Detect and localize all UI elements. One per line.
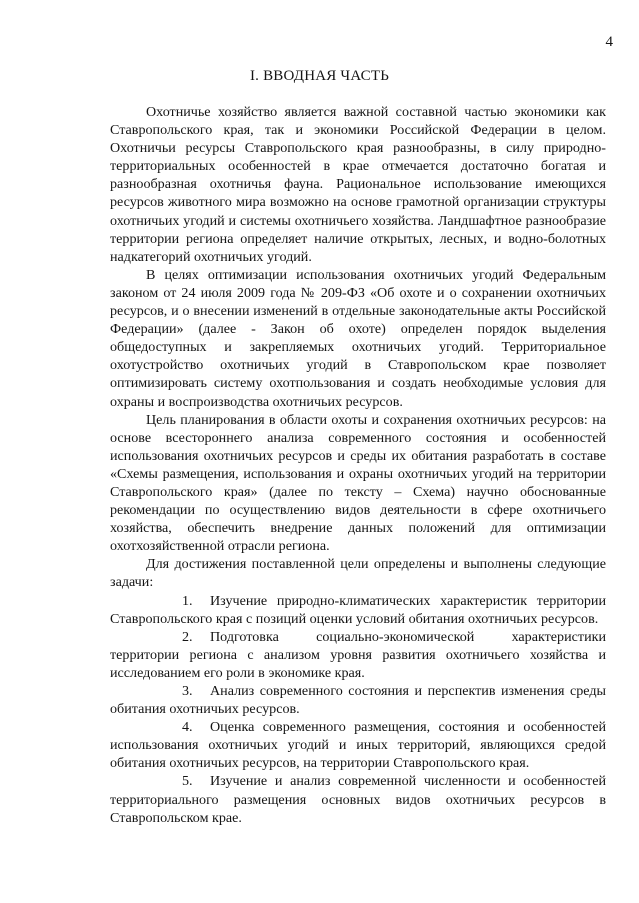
paragraph: Цель планирования в области охоты и сохранения охотничьих ресурсов: на основе всестороннего анализа современного состояния и особенностей использования охотничьих ресурсов и среды их обитания разработать в составе «Схемы размещения, использования и охраны охотничьих угодий на территории Ставропольского края» (далее по тексту – Схема) научно обоснованные рекомендации по осуществлению видов деятельности в сфере охотничьего хозяйства, обеспечить внедрение данных положений для оптимизации охотхозяйственной отрасли региона. xyxy=(110,411,606,555)
task-number: 5. xyxy=(182,773,193,790)
task-item xyxy=(110,718,606,772)
task-number: 2. xyxy=(182,628,193,645)
task-text: Оценка современного размещения, состояния и особенностей использования охотничьих угодий и иных территорий, являющихся средой обитания охотничьих ресурсов, на территории Ставропольского края. xyxy=(110,719,606,772)
task-text: Изучение природно-климатических характеристик территории Ставропольского края с позиций оценки условий обитания охотничьих ресурсов. xyxy=(110,592,606,627)
task-item xyxy=(110,682,606,718)
page-number: 4 xyxy=(605,34,613,50)
section-heading: I. ВВОДНАЯ ЧАСТЬ xyxy=(249,68,390,84)
task-number: 3. xyxy=(182,683,193,699)
task-text: Анализ современного состояния и перспектив изменения среды обитания охотничьих ресурсов. xyxy=(110,683,606,718)
task-text: Изучение и анализ современной численности и особенностей территориального размещения основных видов охотничьих ресурсов в Ставропольском крае. xyxy=(110,773,606,826)
paragraph: Охотничье хозяйство является важной составной частью экономики как Ставропольского края, так и экономики Российской Федерации в целом. Охотничьи ресурсы Ставропольского края разнообразны, в силу природно-территориальных особенностей в крае отмечается достаточно богатая и разнообразная охотничья фауна. Рациональное использование имеющихся ресурсов животного мира возможно на основе грамотной организации структуры охотничьих угодий и системы охотничьего хозяйства. Ландшафтное разнообразие территории региона определяет наличие открытых, лесных, и водно-болотных надкатегорий охотничьих угодий. xyxy=(110,104,606,265)
paragraph: Для достижения поставленной цели определены и выполнены следующие задачи: xyxy=(110,556,606,591)
task-number: 1. xyxy=(182,592,193,609)
task-number: 4. xyxy=(182,719,193,736)
paragraph: В целях оптимизации использования охотничьих угодий Федеральным законом от 24 июля 2009 года № 209-ФЗ «Об охоте и о сохранении охотничьих ресурсов, и о внесении изменений в отдельные законодательные акты Российской Федерации» (далее - Закон об охоте) определен порядок выделения общедоступных и закрепляемых охотничьих угодий. Территориальное охотустройство охотничьих угодий в Ставропольском крае позволяет оптимизировать систему охотпользования и создать необходимые условия для охраны и воспроизводства охотничьих ресурсов. xyxy=(110,266,606,410)
task-text: Подготовка социально-экономической характеристики территории региона с анализом уровня развития охотничьего хозяйства и исследованием его роли в экономике края. xyxy=(110,628,606,681)
body-text xyxy=(110,103,606,827)
task-item xyxy=(110,772,606,826)
task-item xyxy=(110,592,606,628)
task-item xyxy=(110,628,606,682)
